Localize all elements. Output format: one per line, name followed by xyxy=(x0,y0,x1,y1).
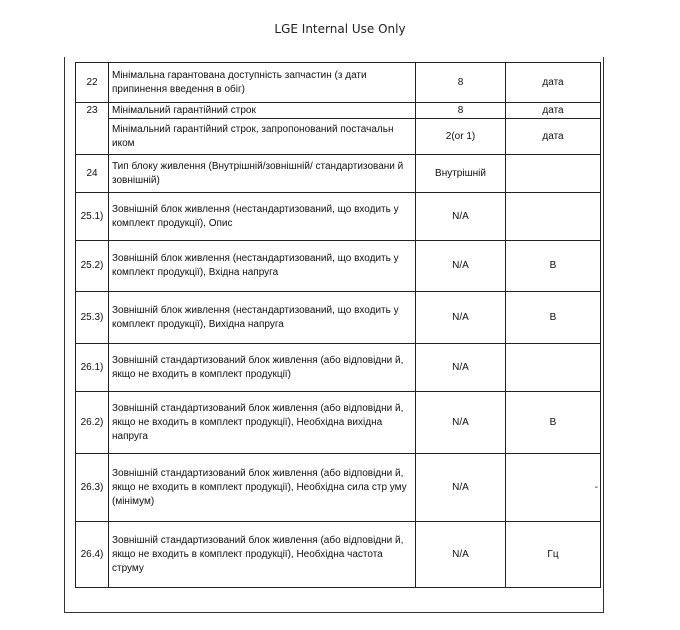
row-description: Зовнішній блок живлення (нестандартизований, що входить у комплект продукції), Вихідна напруга xyxy=(109,292,416,344)
row-unit: Гц xyxy=(506,522,601,588)
row-description: Зовнішній стандартизований блок живлення (або відповідни й, якщо не входить в комплект продукції), Необхідна частота струму xyxy=(109,522,416,588)
row-number: 25.2) xyxy=(76,241,109,292)
table-row xyxy=(76,392,601,454)
row-value: N/A xyxy=(416,454,506,522)
row-unit: В xyxy=(506,392,601,454)
row-description: Тип блоку живлення (Внутрішній/зовнішній/ стандартизовани й зовнішній) xyxy=(109,155,416,193)
row-value: Внутрішній xyxy=(416,155,506,193)
row-unit: дата xyxy=(506,119,601,155)
table-row xyxy=(76,344,601,392)
row-number: 24 xyxy=(76,155,109,193)
row-number: 26.1) xyxy=(76,344,109,392)
row-number: 25.1) xyxy=(76,193,109,241)
row-description: Мінімальна гарантована доступність запчастин (з дати припинення введення в обіг) xyxy=(109,63,416,103)
table-row xyxy=(76,292,601,344)
row-value: N/A xyxy=(416,344,506,392)
row-value: N/A xyxy=(416,193,506,241)
page-header: LGE Internal Use Only xyxy=(274,22,406,36)
row-value: 8 xyxy=(416,63,506,103)
table-row xyxy=(76,63,601,103)
row-value: 2(or 1) xyxy=(416,119,506,155)
row-number xyxy=(76,119,109,155)
row-unit xyxy=(506,155,601,193)
row-unit xyxy=(506,193,601,241)
row-unit: - xyxy=(506,454,601,522)
row-value: N/A xyxy=(416,392,506,454)
spec-table xyxy=(75,62,601,588)
row-description: Зовнішній блок живлення (нестандартизований, що входить у комплект продукції), Опис xyxy=(109,193,416,241)
row-description: Мінімальний гарантійний строк xyxy=(109,103,416,119)
row-unit xyxy=(506,344,601,392)
row-unit: дата xyxy=(506,63,601,103)
row-description: Зовнішній стандартизований блок живлення (або відповідни й, якщо не входить в комплект продукції), Необхідна вихідна напруга xyxy=(109,392,416,454)
row-unit: дата xyxy=(506,103,601,119)
row-number: 23 xyxy=(76,103,109,119)
table-row xyxy=(76,241,601,292)
table-row xyxy=(76,103,601,119)
row-unit: В xyxy=(506,241,601,292)
row-description: Зовнішній стандартизований блок живлення (або відповідни й, якщо не входить в комплект продукції), Необхідна сила стр уму (мінімум) xyxy=(109,454,416,522)
row-number: 22 xyxy=(76,63,109,103)
table-row xyxy=(76,522,601,588)
row-value: N/A xyxy=(416,292,506,344)
row-description: Зовнішній стандартизований блок живлення (або відповідни й, якщо не входить в комплект продукції) xyxy=(109,344,416,392)
row-unit: В xyxy=(506,292,601,344)
table-row xyxy=(76,454,601,522)
row-value: N/A xyxy=(416,522,506,588)
row-value: 8 xyxy=(416,103,506,119)
row-number: 26.3) xyxy=(76,454,109,522)
row-number: 26.2) xyxy=(76,392,109,454)
table-row xyxy=(76,193,601,241)
row-number: 25.3) xyxy=(76,292,109,344)
table-row xyxy=(76,155,601,193)
table-row xyxy=(76,119,601,155)
row-description: Мінімальний гарантійний строк, запропонований постачальн иком xyxy=(109,119,416,155)
row-value: N/A xyxy=(416,241,506,292)
row-number: 26.4) xyxy=(76,522,109,588)
row-description: Зовнішній блок живлення (нестандартизований, що входить у комплект продукції), Вхідна напруга xyxy=(109,241,416,292)
